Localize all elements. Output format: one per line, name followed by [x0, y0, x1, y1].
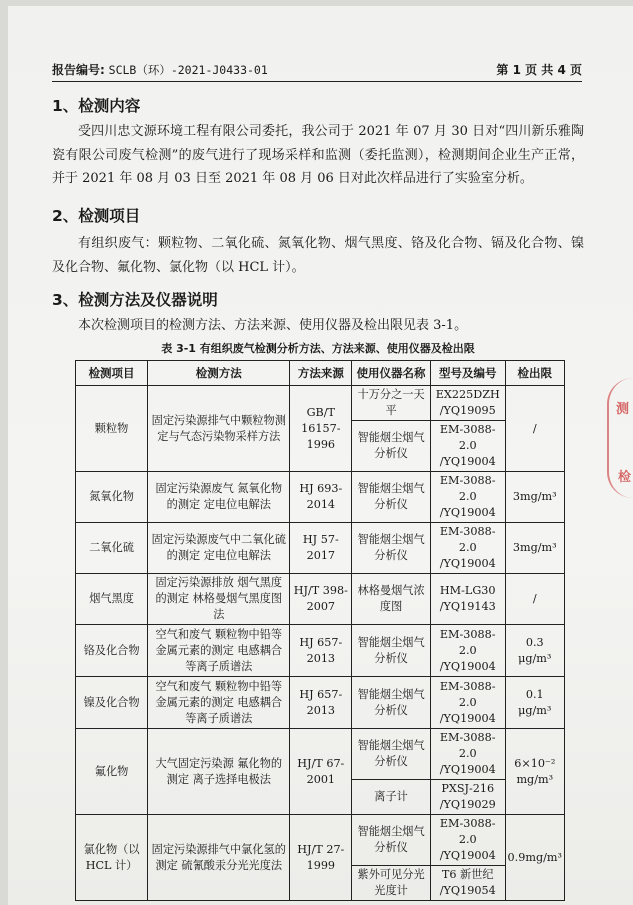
stamp-char: 测 — [615, 402, 629, 417]
model-cell: EM-3088-2.0 /YQ19004 — [430, 523, 505, 574]
source-cell: HJ 693-2014 — [290, 472, 352, 523]
header-cell: 方法来源 — [290, 361, 352, 386]
report-header — [52, 56, 582, 82]
table-row — [76, 574, 565, 625]
methods-table — [75, 360, 565, 901]
section1-text: 受四川忠文源环境工程有限公司委托，我公司于 2021 年 07 月 30 日对“四川新乐雅陶瓷有限公司废气检测”的废气进行了现场采样和监测（委托监测），检测期间企业生产正常，并于 2021 年 08 月 03 日至 2021 年 08 月 06 日对此次样品进行了实验室分析。 — [52, 124, 584, 186]
section2-text: 有组织废气：颗粒物、二氧化硫、氮氧化物、烟气黑度、铬及化合物、镉及化合物、镍及化合物、氟化物、氯化物（以 HCL 计）。 — [52, 236, 584, 275]
method-cell: 固定污染源废气中二氧化硫的测定 定电位电解法 — [148, 523, 290, 574]
item-cell: 氯化物（以 HCL 计） — [76, 815, 148, 901]
source-cell: HJ 657-2013 — [290, 625, 352, 677]
instrument-cell: 离子计 — [352, 780, 431, 815]
table-row — [76, 625, 565, 677]
table-row — [76, 386, 565, 421]
item-cell: 铬及化合物 — [76, 625, 148, 677]
limit-cell: / — [505, 386, 564, 472]
limit-cell: 3mg/m³ — [505, 472, 564, 523]
instrument-cell: 智能烟尘烟气分析仪 — [352, 472, 431, 523]
model-cell: EM-3088-2.0 /YQ19004 — [430, 472, 505, 523]
item-cell: 颗粒物 — [76, 386, 148, 472]
page-info: 第 1 页 共 4 页 — [496, 63, 582, 77]
header-cell: 检出限 — [505, 361, 564, 386]
table-caption: 表 3-1 有组织废气检测分析方法、方法来源、使用仪器及检出限 — [161, 342, 475, 355]
instrument-cell: 智能烟尘烟气分析仪 — [352, 421, 431, 472]
instrument-cell: 紫外可见分光光度计 — [352, 866, 431, 901]
source-cell: HJ 57-2017 — [290, 523, 352, 574]
table-row — [76, 677, 565, 729]
section1-heading: 1、检测内容 — [52, 97, 141, 115]
method-cell: 大气固定污染源 氟化物的测定 离子选择电极法 — [148, 729, 290, 815]
table-row — [76, 729, 565, 780]
limit-cell: 0.9mg/m³ — [505, 815, 564, 901]
model-cell: EM-3088-2.0 /YQ19004 — [430, 421, 505, 472]
instrument-cell: 十万分之一天平 — [352, 386, 431, 421]
instrument-cell: 林格曼烟气浓度图 — [352, 574, 431, 625]
instrument-cell: 智能烟尘烟气分析仪 — [352, 523, 431, 574]
method-cell: 空气和废气 颗粒物中铅等金属元素的测定 电感耦合等离子质谱法 — [148, 625, 290, 677]
source-cell: GB/T 16157-1996 — [290, 386, 352, 472]
limit-cell: 0.3 μg/m³ — [505, 625, 564, 677]
item-cell: 镍及化合物 — [76, 677, 148, 729]
method-cell: 固定污染源排气中氯化氢的测定 硫氰酸汞分光光度法 — [148, 815, 290, 901]
method-cell: 空气和废气 颗粒物中铅等金属元素的测定 电感耦合等离子质谱法 — [148, 677, 290, 729]
stamp-char: 检 — [617, 470, 631, 485]
report-number — [52, 61, 268, 78]
item-cell: 氮氧化物 — [76, 472, 148, 523]
instrument-cell: 智能烟尘烟气分析仪 — [352, 677, 431, 729]
limit-cell: / — [505, 574, 564, 625]
table-row — [76, 523, 565, 574]
model-cell: EX225DZH /YQ19095 — [430, 386, 505, 421]
model-cell: EM-3088-2.0 /YQ19004 — [430, 625, 505, 677]
model-cell: EM-3088-2.0 /YQ19004 — [430, 677, 505, 729]
limit-cell: 0.1 μg/m³ — [505, 677, 564, 729]
model-cell: PXSJ-216 /YQ19029 — [430, 780, 505, 815]
header-cell: 型号及编号 — [430, 361, 505, 386]
model-cell: EM-3088-2.0 /YQ19004 — [430, 729, 505, 780]
limit-cell: 6×10⁻² mg/m³ — [505, 729, 564, 815]
source-cell: HJ/T 398-2007 — [290, 574, 352, 625]
model-cell: EM-3088-2.0 /YQ19004 — [430, 815, 505, 866]
method-cell: 固定污染源排气中颗粒物测定与气态污染物采样方法 — [148, 386, 290, 472]
item-cell: 氟化物 — [76, 729, 148, 815]
instrument-cell: 智能烟尘烟气分析仪 — [352, 625, 431, 677]
limit-cell: 3mg/m³ — [505, 523, 564, 574]
model-cell: T6 新世纪 /YQ19054 — [430, 866, 505, 901]
table-header-row — [76, 361, 565, 386]
header-cell: 使用仪器名称 — [352, 361, 431, 386]
source-cell: HJ/T 67-2001 — [290, 729, 352, 815]
section3-text: 本次检测项目的检测方法、方法来源、使用仪器及检出限见表 3-1。 — [78, 318, 468, 333]
source-cell: HJ 657-2013 — [290, 677, 352, 729]
item-cell: 烟气黑度 — [76, 574, 148, 625]
method-cell: 固定污染源废气 氮氧化物的测定 定电位电解法 — [148, 472, 290, 523]
section2-heading: 2、检测项目 — [52, 207, 141, 225]
section3-heading: 3、检测方法及仪器说明 — [52, 291, 218, 309]
instrument-cell: 智能烟尘烟气分析仪 — [352, 729, 431, 780]
report-label: 报告编号: — [52, 63, 105, 77]
source-cell: HJ/T 27-1999 — [290, 815, 352, 901]
method-cell: 固定污染源排放 烟气黑度的测定 林格曼烟气黑度图法 — [148, 574, 290, 625]
model-cell: HM-LG30 /YQ19143 — [430, 574, 505, 625]
header-cell: 检测项目 — [76, 361, 148, 386]
item-cell: 二氧化硫 — [76, 523, 148, 574]
table-row — [76, 472, 565, 523]
instrument-cell: 智能烟尘烟气分析仪 — [352, 815, 431, 866]
table-row — [76, 815, 565, 866]
report-code: SCLB（环）-2021-J0433-01 — [108, 63, 268, 77]
header-cell: 检测方法 — [148, 361, 290, 386]
